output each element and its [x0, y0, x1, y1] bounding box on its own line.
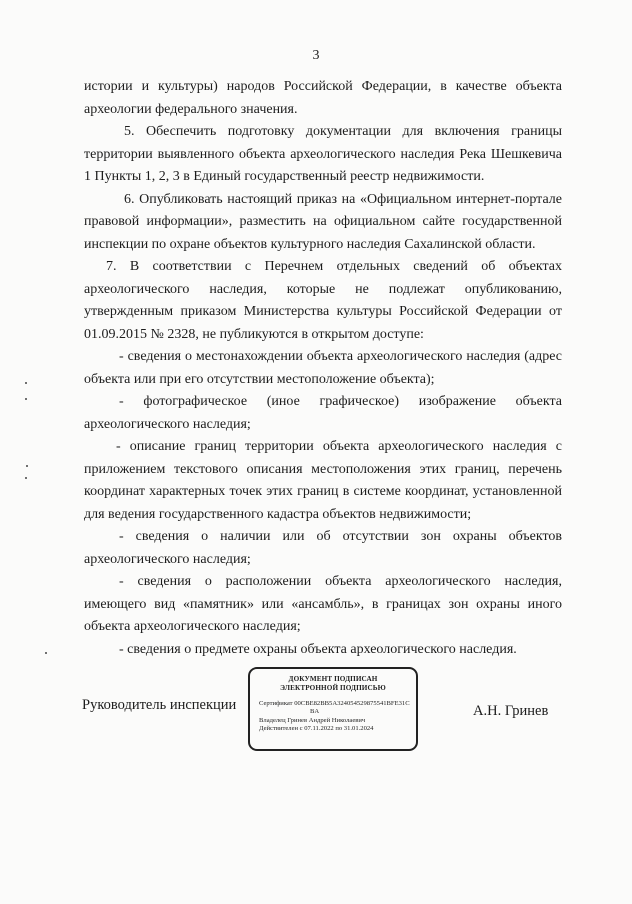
text-line: инспекции по охране объектов культурного наследия Сахалинской области.: [84, 236, 536, 252]
text-line: археологического наследия;: [84, 416, 251, 432]
paragraph: [84, 391, 562, 436]
text-line: истории и культуры) народов Российской Федерации, в качестве объекта: [84, 79, 562, 94]
stamp-certificate: Сертификат 00CBE82BB5A324054529875541BFE31C: [259, 700, 410, 707]
scan-speck: [45, 652, 47, 654]
paragraph: [84, 639, 562, 662]
paragraph: [84, 189, 562, 257]
text-line: правовой информации», разместить на официальном сайте государственной: [84, 214, 562, 229]
text-line: - сведения о расположении объекта археологического наследия,: [119, 574, 562, 589]
text-line: имеющего вид «памятник» или «ансамбль», в границах зон охраны иного: [84, 596, 562, 612]
text-line: археологического наследия, которые не подлежат опубликованию,: [84, 281, 562, 297]
paragraph: [84, 256, 562, 346]
text-line: 1 Пункты 1, 2, 3 в Единый государственный реестр недвижимости.: [84, 169, 485, 184]
text-line: объекта или при его отсутствии местоположение объекта);: [84, 371, 435, 387]
paragraph: [84, 436, 562, 526]
text-line: - фотографическое (иное графическое) изображение объекта: [119, 394, 562, 409]
stamp-validity: Действителен с 07.11.2022 по 31.01.2024: [259, 725, 374, 733]
stamp-heading-line-2: ЭЛЕКТРОННОЙ ПОДПИСЬЮ: [280, 684, 386, 692]
signer-name: А.Н. Гринев: [473, 703, 549, 719]
document-body: [84, 76, 562, 661]
text-line: для ведения государственного кадастра объектов недвижимости;: [84, 506, 472, 522]
stamp-heading-line-1: ДОКУМЕНТ ПОДПИСАН: [288, 675, 378, 683]
paragraph: [84, 346, 562, 391]
scan-speck: [25, 382, 27, 384]
scan-speck: [26, 465, 28, 467]
stamp-certificate-cont: BA: [310, 708, 320, 716]
signer-position: Руководитель инспекции: [82, 697, 237, 713]
text-line: территории выявленного объекта археологического наследия Река Шешкевича: [84, 146, 562, 162]
text-line: приложением текстового описания местоположения этих границ, перечень: [84, 461, 562, 477]
text-line: 7. В соответствии с Перечнем отдельных сведений об объектах: [106, 259, 562, 274]
paragraph: [84, 526, 562, 571]
text-line: 6. Опубликовать настоящий приказ на «Официальном интернет-портале: [124, 191, 562, 207]
text-line: - сведения о предмете охраны объекта археологического наследия.: [119, 641, 517, 657]
text-line: утвержденным приказом Министерства культуры Российской Федерации от: [84, 304, 562, 319]
text-line: 5. Обеспечить подготовку документации для включения границы: [124, 124, 562, 139]
paragraph: [84, 121, 562, 189]
text-line: - сведения о наличии или об отсутствии зон охраны объектов: [119, 529, 562, 544]
electronic-signature-stamp: [248, 667, 418, 751]
text-line: археологии федерального значения.: [84, 101, 298, 117]
paragraph: [84, 571, 562, 639]
text-line: - сведения о местонахождении объекта археологического наследия (адрес: [119, 349, 562, 364]
text-line: координат характерных точек этих границ в системе координат, установленной: [84, 484, 562, 499]
paragraph: [84, 76, 562, 121]
text-line: - описание границ территории объекта археологического наследия с: [116, 439, 562, 454]
text-line: археологического наследия;: [84, 551, 251, 567]
text-line: 01.09.2015 № 2328, не публикуются в открытом доступе:: [84, 326, 424, 342]
text-line: объекта археологического наследия;: [84, 619, 301, 634]
page-number: 3: [312, 48, 320, 63]
scan-speck: [25, 398, 27, 400]
stamp-owner: Владелец Гринев Андрей Николаевич: [259, 716, 366, 724]
scan-speck: [25, 477, 27, 479]
